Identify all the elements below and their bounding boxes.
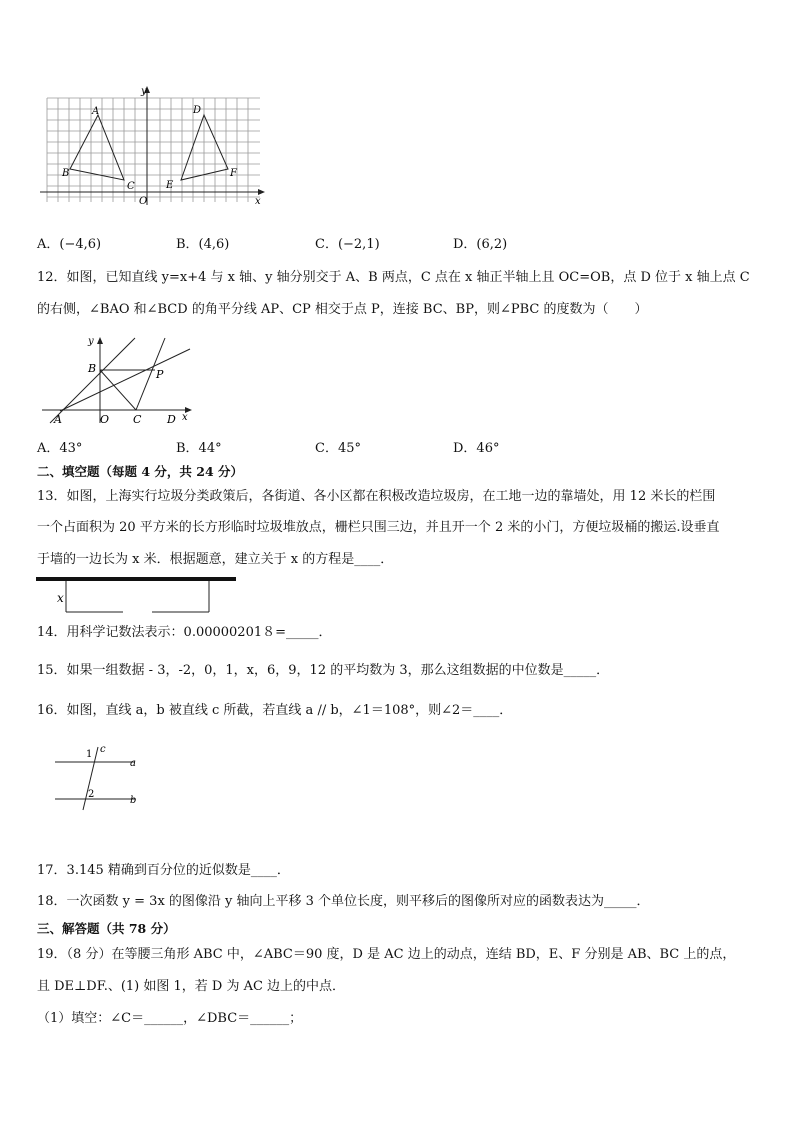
q19-line-1: 19．（8 分）在等腰三角形 ABC 中，∠ABC＝90 度，D 是 AC 边上的动点，连结 BD，E、F 分别是 AB、BC 上的点， (37, 947, 736, 962)
q11-option-a: A．(−4,6) (37, 237, 102, 252)
q17-text: 17．3.145 精确到百分位的近似数是____． (37, 863, 290, 878)
label-b: b (130, 795, 137, 806)
figure-q11-grid (35, 85, 270, 210)
label-b: B (62, 168, 70, 179)
label-p: P (156, 368, 164, 381)
label-y: y (141, 86, 147, 97)
q18-text: 18．一次函数 y = 3x 的图像沿 y 轴向上平移 3 个单位长度，则平移后的图像所对应的函数表达为_____． (37, 894, 650, 909)
segment-bc (100, 370, 136, 410)
q15-text: 15．如果一组数据 - 3，-2，0，1，x，6，9，12 的平均数为 3，那么这组数据的中位数是_____． (37, 663, 610, 678)
triangle-abc (70, 115, 124, 180)
q19-line-2: 且 DE⊥DF.、(1) 如图 1，若 D 为 AC 边上的中点． (37, 979, 346, 994)
label-y: y (88, 336, 94, 347)
label-c: c (100, 744, 106, 755)
q19-line-3: （1）填空：∠C＝______，∠DBC＝______； (37, 1011, 303, 1026)
label-b: B (88, 362, 97, 375)
q14-text: 14．用科学记数法表示：0.00000201８=_____． (37, 625, 332, 640)
q16-text: 16．如图，直线 a，b 被直线 c 所截，若直线 a // b，∠1＝108°，则∠2＝____． (37, 703, 513, 718)
q11-option-d: D．(6,2) (453, 237, 508, 252)
y-axis-arrow (97, 337, 103, 344)
section-3-heading: 三、解答题（共 78 分） (37, 921, 176, 936)
q12-option-c: C．45° (315, 441, 361, 456)
label-a: A (54, 413, 62, 426)
q13-line-3: 于墙的一边长为 x 米．根据题意，建立关于 x 的方程是____． (37, 552, 394, 567)
q12-option-b: B．44° (176, 441, 222, 456)
q12-option-a: A．43° (37, 441, 83, 456)
figure-q13-fence (36, 575, 241, 617)
label-a: A (92, 106, 100, 117)
label-d: D (167, 413, 176, 426)
q12-line-2: 的右侧，∠BAO 和∠BCD 的角平分线 AP、CP 相交于点 P，连接 BC、BP，则∠PBC 的度数为（ ） (37, 302, 648, 317)
label-o: O (139, 196, 148, 207)
figure-q16 (50, 742, 150, 812)
q12-option-d: D．46° (453, 441, 500, 456)
line-ap (60, 349, 190, 411)
angle-1-label: 1 (86, 749, 93, 760)
q13-line-1: 13．如图，上海实行垃圾分类政策后，各街道、各小区都在积极改造垃圾房，在工地一边的靠墙处，用 12 米长的栏围 (37, 489, 716, 504)
label-x: x (57, 591, 64, 605)
wall (36, 577, 236, 581)
label-d: D (193, 105, 202, 116)
q13-line-2: 一个占面积为 20 平方米的长方形临时垃圾堆放点，栅栏只围三边，并且开一个 2 米的小门，方便垃圾桶的搬运.设垂直 (37, 520, 720, 535)
label-f: F (230, 168, 237, 179)
label-e: E (166, 180, 174, 191)
q11-option-b: B．(4,6) (176, 237, 230, 252)
label-c: C (133, 413, 142, 426)
section-2-heading: 二、填空题（每题 4 分，共 24 分） (37, 464, 244, 479)
label-a: a (130, 758, 136, 769)
triangle-def (181, 115, 228, 180)
q12-line-1: 12．如图，已知直线 y=x+4 与 x 轴、y 轴分别交于 A、B 两点，C 点在 x 轴正半轴上且 OC=OB，点 D 位于 x 轴上点 C (37, 270, 750, 285)
figure-q12 (40, 335, 200, 427)
angle-2-label: 2 (88, 789, 95, 800)
label-x: x (255, 196, 261, 207)
q11-option-c: C．(−2,1) (315, 237, 380, 252)
label-o: O (100, 413, 110, 426)
label-x: x (182, 412, 188, 423)
grid-lines (47, 98, 260, 202)
x-axis-arrow (258, 189, 265, 195)
label-c: C (127, 181, 135, 192)
